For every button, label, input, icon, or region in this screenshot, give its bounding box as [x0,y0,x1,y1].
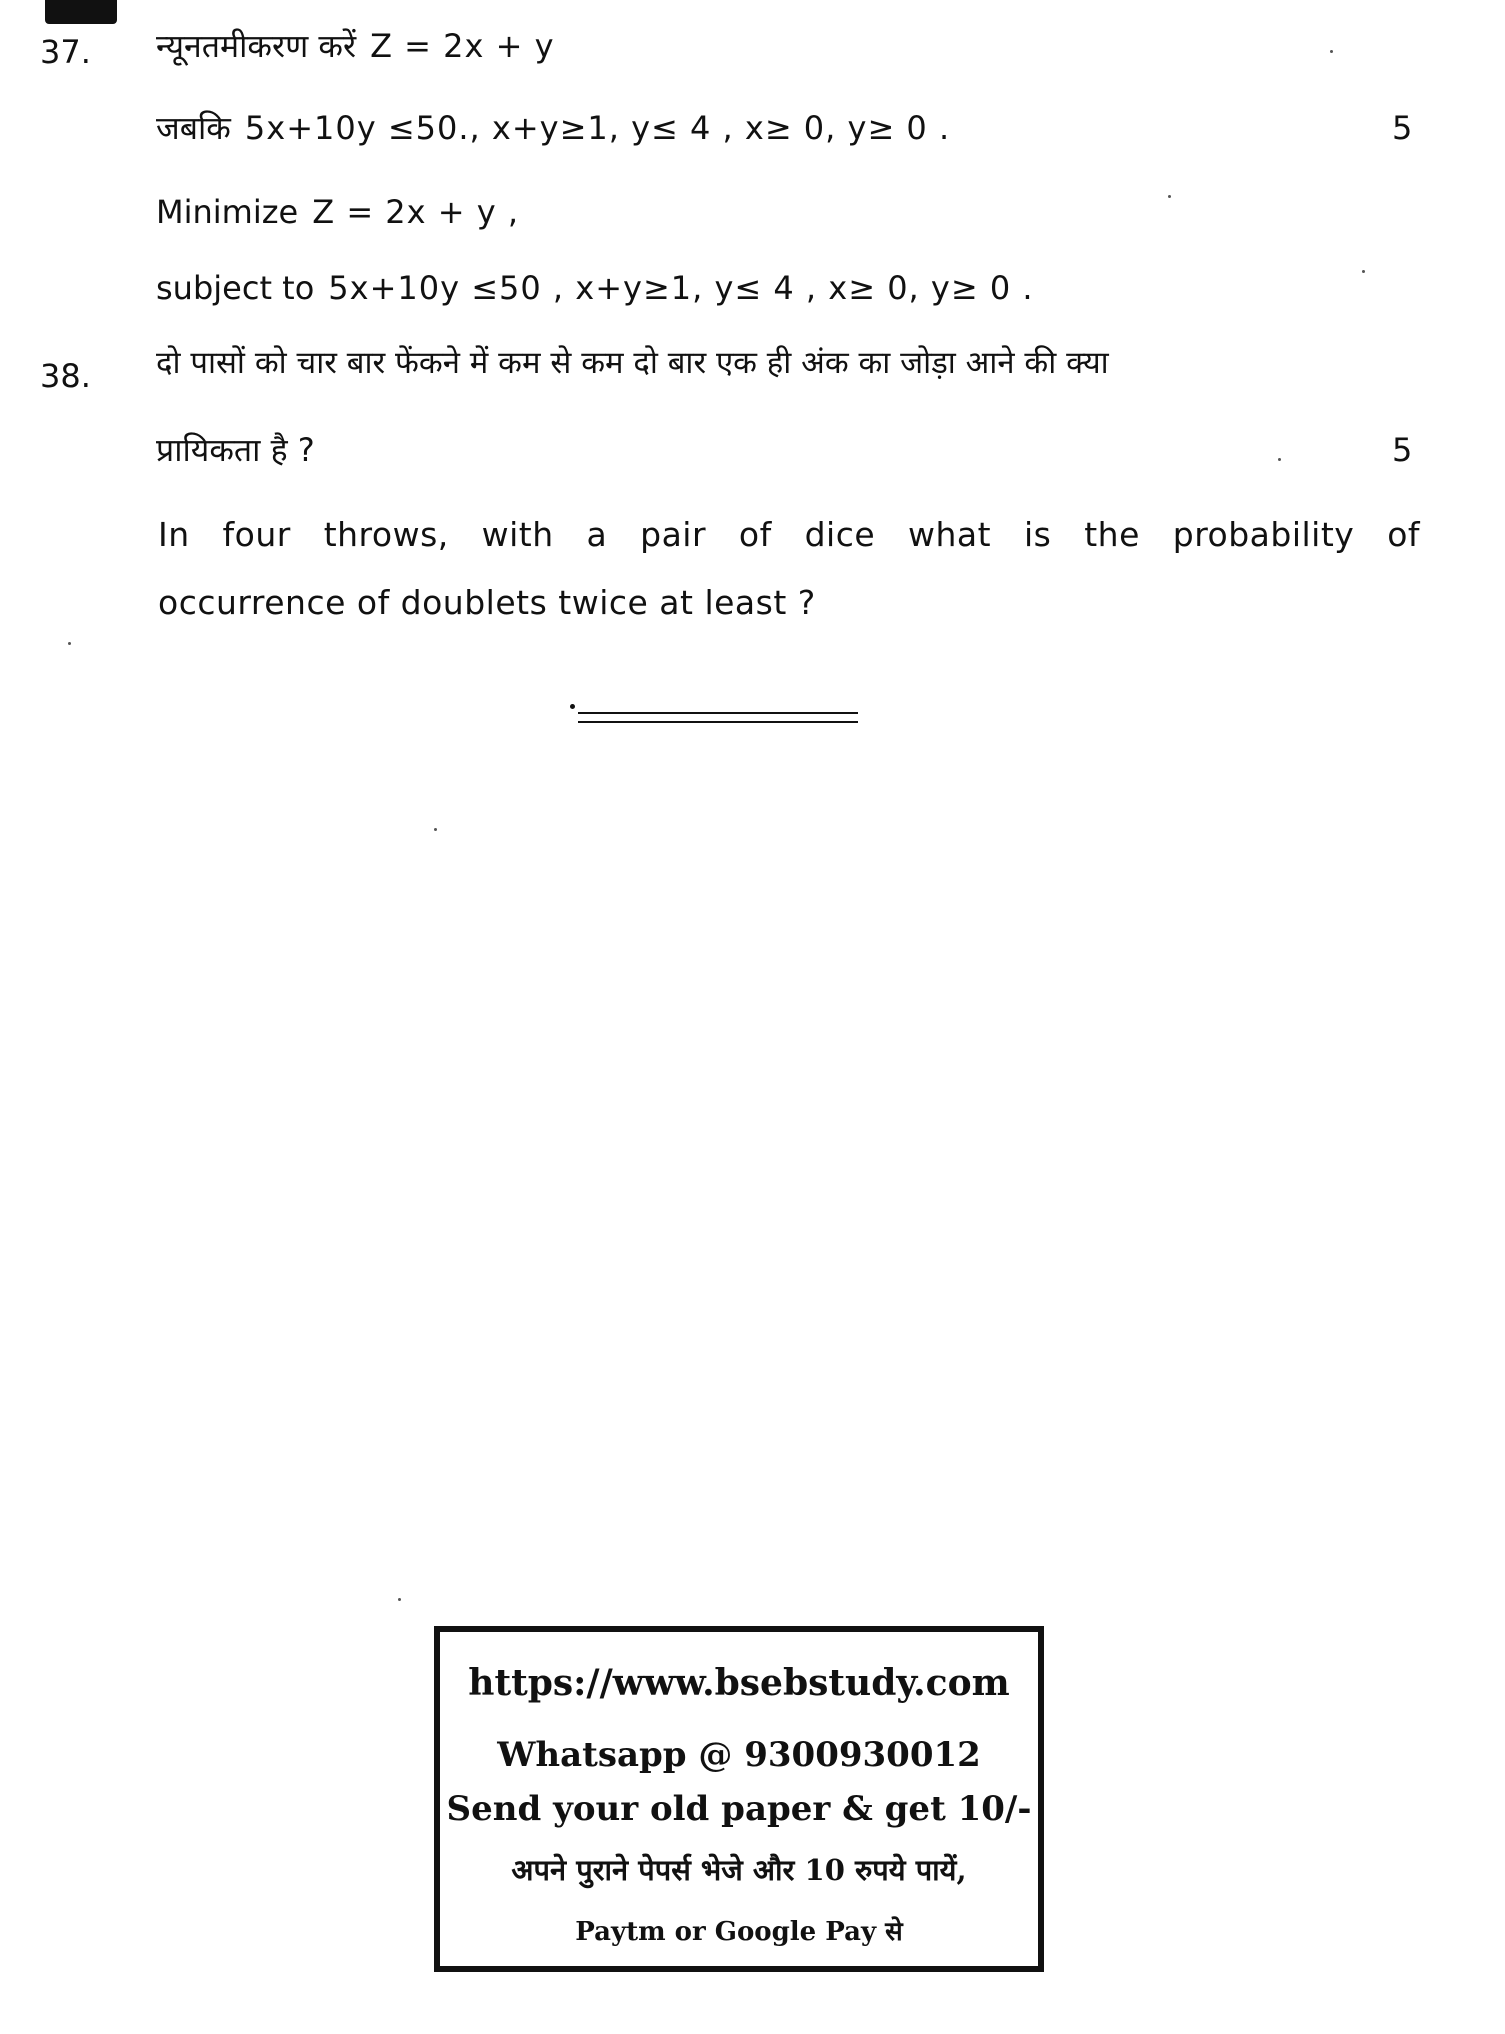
q37-hindi-subject: जबकि [156,109,231,147]
q37-english-constraints-line [156,270,1034,307]
q37-english-subject: subject to [156,269,315,307]
q37-hindi-objective: Z = 2x + y [370,27,555,65]
stamp-whatsapp-number: Whatsapp @ 9300930012 [497,1735,981,1775]
stamp-offer-english: Send your old paper & get 10/- [446,1789,1032,1829]
q37-hindi-objective-line [156,28,555,65]
stamp-website-url[interactable]: https://www.bsebstudy.com [468,1662,1010,1704]
q37-english-lead: Minimize [156,193,299,231]
end-of-paper-rule [578,712,858,724]
q37-english-objective: Z = 2x + y , [312,193,520,231]
page-corner-mark [45,0,117,24]
q37-hindi-constraints: 5x+10y ≤50., x+y≥1, y≤ 4 , x≥ 0, y≥ 0 . [244,109,951,147]
q38-english-line-2: occurrence of doublets twice at least ? [158,583,816,622]
scan-speck [1278,458,1281,461]
q37-marks: 5 [1392,109,1413,147]
scan-speck [434,828,437,831]
scan-speck [1362,270,1365,273]
q37-hindi-lead: न्यूनतमीकरण करें [156,27,357,65]
q38-hindi-line-1: दो पासों को चार बार फेंकने में कम से कम दो बार एक ही अंक का जोड़ा आने की क्या [156,345,1109,381]
stamp-offer-hindi: अपने पुराने पेपर्स भेजे और 10 रुपये पायें, [511,1853,967,1887]
scan-speck [1330,50,1333,53]
promo-stamp-box [434,1626,1044,1972]
q38-hindi-line-2: प्रायिकता है ? [156,431,315,469]
scan-speck [1168,195,1171,198]
q37-english-objective-line [156,194,519,231]
scan-speck [68,642,71,645]
q37-english-constraints: 5x+10y ≤50 , x+y≥1, y≤ 4 , x≥ 0, y≥ 0 . [328,269,1034,307]
scan-speck [398,1598,401,1601]
question-number: 38. [40,357,91,395]
q38-marks: 5 [1392,431,1413,469]
stamp-payment-methods: Paytm or Google Pay से [575,1917,903,1947]
q38-english-line-1: In four throws, with a pair of dice what is the probability of [158,515,1420,554]
q37-hindi-constraints-line [156,110,950,147]
question-number: 37. [40,33,91,71]
